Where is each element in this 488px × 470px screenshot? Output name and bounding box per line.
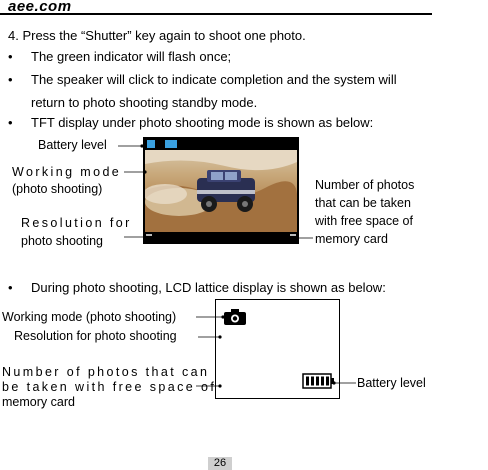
step-4-text: 4. Press the “Shutter” key again to shoot one photo.: [8, 28, 306, 43]
bullet-marker: •: [8, 49, 13, 64]
bullet-speaker-click-cont: return to photo shooting standby mode.: [31, 95, 258, 110]
tft-working-mode-label: Working mode: [12, 165, 122, 179]
tft-photos-count-label-4: memory card: [315, 232, 388, 246]
bullet-marker: •: [8, 280, 13, 295]
lcd-battery-label: Battery level: [357, 376, 426, 390]
bullet-indicator-flash: The green indicator will flash once;: [31, 49, 232, 64]
lcd-photos-count-label: Number of photos that can: [2, 365, 210, 379]
tft-photos-count-label: Number of photos: [315, 178, 415, 192]
bullet-speaker-click: The speaker will click to indicate completion and the system will: [31, 72, 397, 87]
lcd-photos-count-label-2: be taken with free space of: [2, 380, 217, 394]
bullet-tft-display: TFT display under photo shooting mode is shown as below:: [31, 115, 374, 130]
tft-photos-count-label-2: that can be taken: [315, 196, 411, 210]
tft-photos-count-label-3: with free space of: [315, 214, 413, 228]
lcd-resolution-label: Resolution for photo shooting: [14, 329, 177, 343]
bullet-marker: •: [8, 72, 13, 87]
lcd-photos-count-label-3: memory card: [2, 395, 75, 409]
tft-working-mode-sub: (photo shooting): [12, 182, 103, 196]
brand-logo-text: aee.com: [8, 0, 72, 15]
page-number: 26: [208, 457, 232, 470]
tft-resolution-sub: photo shooting: [21, 234, 104, 248]
tft-battery-label: Battery level: [38, 138, 107, 152]
tft-resolution-label: Resolution for: [21, 216, 132, 230]
bullet-marker: •: [8, 115, 13, 130]
bullet-lcd-display: During photo shooting, LCD lattice display is shown as below:: [31, 280, 386, 295]
lcd-working-mode-label: Working mode (photo shooting): [2, 310, 177, 324]
